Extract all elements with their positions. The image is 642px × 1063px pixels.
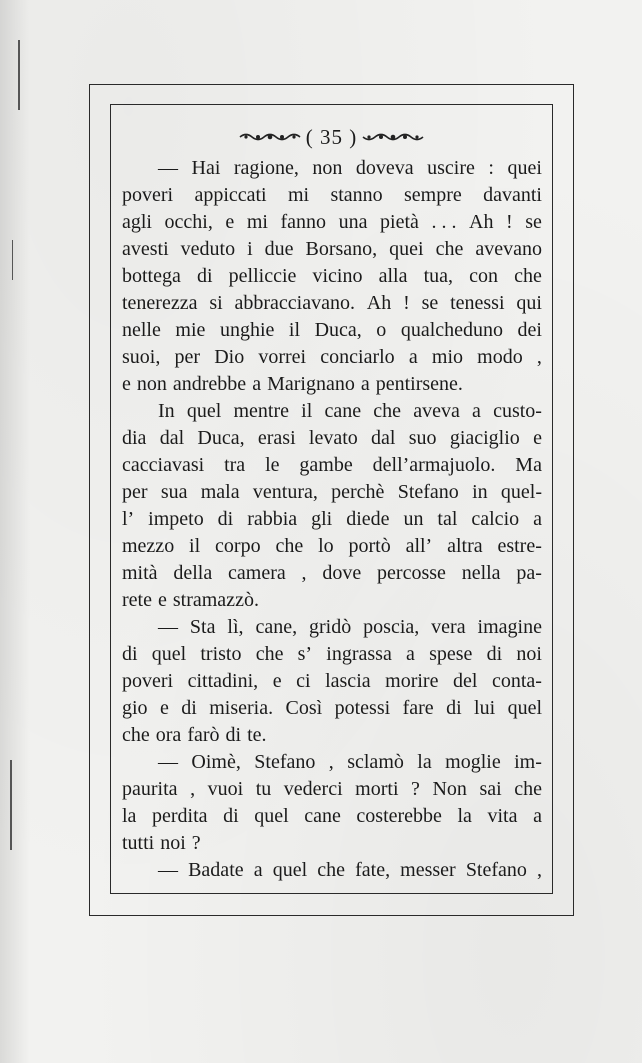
word: . . . <box>431 211 457 233</box>
word: mala <box>200 481 240 503</box>
word: che <box>514 265 542 287</box>
word: non <box>136 373 167 395</box>
word: a <box>252 373 262 395</box>
word: alla <box>378 265 408 287</box>
word: gridò <box>309 616 352 638</box>
word: due <box>264 238 294 260</box>
word: a <box>408 346 418 368</box>
word: custo- <box>493 400 542 422</box>
word: dal <box>371 427 396 449</box>
word: che <box>435 238 464 260</box>
word: Dio <box>214 346 245 368</box>
word: a <box>533 805 542 827</box>
word: quel <box>507 697 542 719</box>
word: dal <box>159 427 185 449</box>
word: tra <box>224 454 246 476</box>
word: a <box>472 400 481 422</box>
word: paurita <box>122 778 178 800</box>
text-line <box>122 344 542 371</box>
word: lascia <box>325 670 371 692</box>
word: cane, <box>255 616 298 638</box>
word: — <box>158 157 178 179</box>
text-line <box>122 182 542 209</box>
word: : <box>488 157 494 179</box>
word: per <box>122 481 148 503</box>
page-header <box>110 122 553 152</box>
word: im- <box>514 751 542 773</box>
word: farò <box>187 724 220 746</box>
word: vera <box>431 616 466 638</box>
word: del <box>453 670 478 692</box>
word: o <box>376 319 387 341</box>
word: uscire <box>427 157 475 179</box>
word: per <box>174 346 201 368</box>
word: corpo <box>215 535 261 557</box>
word: mezzo <box>122 535 175 557</box>
word: di <box>217 508 234 530</box>
word: vita <box>487 805 518 827</box>
word: ! <box>506 211 513 233</box>
word: morire <box>385 670 439 692</box>
word: sua <box>160 481 188 503</box>
word: che <box>255 643 284 665</box>
word: suoi, <box>122 346 161 368</box>
word: ? <box>411 778 420 800</box>
word: — <box>158 616 178 638</box>
right-ornament-icon <box>361 130 425 144</box>
word: mio <box>431 346 464 368</box>
word: i <box>247 238 253 260</box>
word: vorrei <box>258 346 307 368</box>
word: s’ <box>297 643 313 665</box>
text-line <box>122 857 542 884</box>
word: vuoi <box>207 778 244 800</box>
text-line <box>122 668 542 695</box>
word: a <box>253 859 263 881</box>
word: cane <box>324 400 362 422</box>
word: quel <box>186 400 222 422</box>
word: che <box>373 400 402 422</box>
word: In <box>158 400 175 422</box>
word: rete <box>122 589 152 611</box>
word: lì, <box>227 616 244 638</box>
word: , <box>328 751 334 773</box>
word: che <box>514 778 542 800</box>
text-line <box>122 425 542 452</box>
word: aveva <box>413 400 460 422</box>
word: una <box>338 211 368 233</box>
word: l’ <box>122 508 135 530</box>
word: altra <box>447 535 483 557</box>
word: dia <box>122 427 147 449</box>
word: dove <box>322 562 362 584</box>
word: e <box>157 589 167 611</box>
word: vederci <box>283 778 343 800</box>
word: noi <box>160 832 186 854</box>
text-line <box>122 236 542 263</box>
word: perdita <box>152 805 208 827</box>
word: di <box>223 805 239 827</box>
word: portò <box>348 535 391 557</box>
word: se <box>525 211 542 233</box>
word: Così <box>285 697 323 719</box>
word: tu <box>255 778 272 800</box>
word: diede <box>346 508 390 530</box>
text-line <box>122 155 542 182</box>
word: tristo <box>200 643 242 665</box>
word: davanti <box>483 184 542 206</box>
word: gambe <box>299 454 353 476</box>
word: , <box>190 778 196 800</box>
word: pelliccie <box>228 265 297 287</box>
word: se <box>421 292 439 314</box>
word: pietà <box>380 211 419 233</box>
word: di <box>196 265 213 287</box>
word: occhi, <box>164 211 213 233</box>
word: ci <box>296 670 311 692</box>
word: Non <box>432 778 467 800</box>
text-line <box>122 371 542 398</box>
binding-mark <box>12 240 13 280</box>
word: Stefano <box>465 859 527 881</box>
word: conta- <box>491 670 542 692</box>
word: appiccati <box>194 184 267 206</box>
word: Marignano <box>267 373 355 395</box>
binding-mark <box>18 40 20 110</box>
word: avesti <box>122 238 169 260</box>
word: a <box>360 373 370 395</box>
word: Hai <box>191 157 221 179</box>
word: di <box>225 724 242 746</box>
word: di <box>486 643 503 665</box>
word: e <box>159 697 169 719</box>
text-line <box>122 722 542 749</box>
word: quei <box>389 238 424 260</box>
word: noi <box>516 643 542 665</box>
word: qualcheduno <box>400 319 504 341</box>
word: fate, <box>355 859 391 881</box>
text-line <box>122 614 542 641</box>
word: di <box>122 643 138 665</box>
word: e <box>225 211 235 233</box>
word: la <box>122 805 137 827</box>
word: ! <box>403 292 410 314</box>
word: poscia, <box>363 616 420 638</box>
word: si <box>209 292 223 314</box>
word: che <box>275 535 304 557</box>
word: morti <box>355 778 399 800</box>
word: ora <box>155 724 182 746</box>
binding-shadow <box>0 0 30 1063</box>
word: quel <box>272 859 308 881</box>
word: della <box>173 562 213 584</box>
binding-mark <box>10 760 12 850</box>
word: dei <box>517 319 542 341</box>
word: e <box>122 373 131 395</box>
word: quel <box>151 643 187 665</box>
word: stanno <box>330 184 383 206</box>
word: la <box>417 751 432 773</box>
word: potessi <box>334 697 391 719</box>
word: Ah <box>469 211 494 233</box>
word: sclamò <box>347 751 404 773</box>
word: Stefano <box>397 481 459 503</box>
word: calcio <box>471 508 520 530</box>
word: cane <box>304 805 341 827</box>
word: tutti <box>122 832 155 854</box>
word: che <box>317 859 345 881</box>
word: tenerezza <box>122 292 198 314</box>
word: e <box>272 670 282 692</box>
word: andrebbe <box>172 373 247 395</box>
word: mie <box>175 319 206 341</box>
left-ornament-icon <box>238 130 302 144</box>
word: il <box>189 535 201 557</box>
word: lo <box>318 535 334 557</box>
word: miseria. <box>209 697 274 719</box>
word: non <box>312 157 343 179</box>
word: tenessi <box>450 292 505 314</box>
word: fare <box>402 697 434 719</box>
word: Sta <box>189 616 216 638</box>
word: camera <box>228 562 286 584</box>
word: e <box>533 427 542 449</box>
word: Badate <box>188 859 244 881</box>
word: te. <box>247 724 267 746</box>
word: mità <box>122 562 158 584</box>
word: modo <box>477 346 523 368</box>
text-line <box>122 398 542 425</box>
word: Stefano <box>254 751 316 773</box>
word: Borsano, <box>305 238 378 260</box>
word: veduto <box>180 238 236 260</box>
word: avevano <box>475 238 542 260</box>
word: pentirsene. <box>375 373 463 395</box>
word: costerebbe <box>356 805 442 827</box>
word: estre- <box>497 535 542 557</box>
word: dell’armajuolo. <box>372 454 496 476</box>
word: levato <box>308 427 358 449</box>
word: mi <box>246 211 268 233</box>
word: , <box>301 562 307 584</box>
text-line <box>122 560 542 587</box>
word: — <box>158 751 178 773</box>
text-line <box>122 317 542 344</box>
word: imagine <box>477 616 542 638</box>
word: mi <box>287 184 310 206</box>
word: quel <box>254 805 289 827</box>
word: pa- <box>516 562 542 584</box>
word: doveva <box>355 157 414 179</box>
word: Ma <box>515 454 542 476</box>
word: erasi <box>257 427 296 449</box>
word: la <box>457 805 472 827</box>
word: le <box>265 454 280 476</box>
word: cacciavasi <box>122 454 205 476</box>
word: un <box>403 508 424 530</box>
word: lui <box>474 697 496 719</box>
word: tua, <box>423 265 454 287</box>
text-line <box>122 776 542 803</box>
word: qui <box>516 292 542 314</box>
word: tal <box>437 508 458 530</box>
word: percosse <box>377 562 446 584</box>
word: il <box>301 400 313 422</box>
text-line <box>122 587 542 614</box>
word: mentre <box>233 400 289 422</box>
word: Ah <box>366 292 392 314</box>
word: cittadini, <box>187 670 259 692</box>
word: nelle <box>122 319 161 341</box>
word: giaciglio <box>449 427 520 449</box>
word: poveri <box>122 670 174 692</box>
text-line <box>122 209 542 236</box>
word: agli <box>122 211 152 233</box>
word: bottega <box>122 265 181 287</box>
word: gli <box>311 508 333 530</box>
word: a <box>533 508 542 530</box>
word: sempre <box>404 184 462 206</box>
word: quel- <box>500 481 542 503</box>
word: abbracciavano. <box>234 292 355 314</box>
word: all’ <box>405 535 433 557</box>
word: conciarlo <box>320 346 395 368</box>
word: stramazzò. <box>172 589 259 611</box>
word: , <box>536 346 542 368</box>
word: ingrassa <box>326 643 392 665</box>
text-line <box>122 533 542 560</box>
word: Oimè, <box>191 751 241 773</box>
page-number: ( 35 ) <box>305 124 358 149</box>
word: di <box>181 697 197 719</box>
word: in <box>472 481 488 503</box>
word: unghie <box>219 319 275 341</box>
word: il <box>288 319 301 341</box>
text-line <box>122 749 542 776</box>
word: fanno <box>280 211 327 233</box>
text-line <box>122 479 542 506</box>
word: rabbia <box>247 508 298 530</box>
word: , <box>537 859 542 881</box>
word: impeto <box>148 508 204 530</box>
text-line <box>122 803 542 830</box>
word: suo <box>408 427 437 449</box>
text-line <box>122 506 542 533</box>
text-line <box>122 695 542 722</box>
word: Duca, <box>197 427 245 449</box>
word: con <box>469 265 499 287</box>
word: quei <box>507 157 542 179</box>
word: ragione, <box>233 157 299 179</box>
word: perchè <box>331 481 385 503</box>
word: moglie <box>445 751 501 773</box>
word: ventura, <box>252 481 318 503</box>
text-line <box>122 452 542 479</box>
text-line <box>122 290 542 317</box>
word: nella <box>461 562 501 584</box>
body-text <box>122 155 542 884</box>
word: spese <box>429 643 473 665</box>
text-line <box>122 830 542 857</box>
word: messer <box>400 859 456 881</box>
word: sai <box>479 778 502 800</box>
word: a <box>406 643 415 665</box>
word: che <box>122 724 150 746</box>
text-line <box>122 263 542 290</box>
text-line <box>122 641 542 668</box>
word: di <box>446 697 462 719</box>
word: poveri <box>122 184 174 206</box>
word: Duca, <box>314 319 362 341</box>
word: vicino <box>312 265 363 287</box>
word: ? <box>191 832 201 854</box>
word: gio <box>122 697 148 719</box>
word: — <box>158 859 178 881</box>
